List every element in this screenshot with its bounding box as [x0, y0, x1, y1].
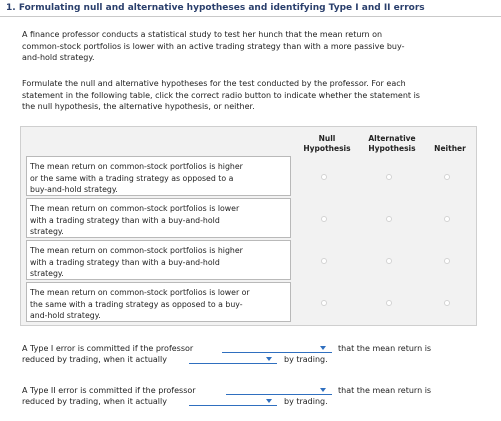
statement-text: [30, 203, 288, 238]
chevron-down-icon[interactable]: [266, 399, 272, 403]
chevron-down-icon[interactable]: [320, 346, 326, 350]
type2-after-blank1: that the mean return is: [338, 386, 432, 395]
type2-dropdown-1[interactable]: [226, 394, 332, 395]
statement-line: The mean return on common-stock portfolios is higher: [30, 246, 243, 255]
radio-row2-neither[interactable]: [444, 216, 450, 222]
intro-paragraph: [22, 29, 492, 64]
statement-line: buy-and-hold strategy.: [30, 185, 118, 194]
statement-row-4: [26, 282, 291, 322]
header-alt-line: Alternative: [368, 134, 416, 143]
statement-line: The mean return on common-stock portfolios is lower or: [30, 288, 250, 297]
radio-row3-null[interactable]: [321, 258, 327, 264]
question-title: 1. Formulating null and alternative hypotheses and identifying Type I and II errors: [6, 3, 425, 13]
type1-dropdown-2[interactable]: [189, 363, 277, 364]
statement-text: [30, 161, 288, 196]
statement-line: The mean return on common-stock portfolios is higher: [30, 162, 243, 171]
header-alt-line: Hypothesis: [368, 144, 416, 153]
radio-row2-alternative[interactable]: [386, 216, 392, 222]
instructions-line: the null hypothesis, the alternative hypothesis, or neither.: [22, 102, 255, 111]
instructions-paragraph: [22, 78, 490, 113]
header-null-line: Hypothesis: [303, 144, 351, 153]
radio-row3-alternative[interactable]: [386, 258, 392, 264]
type1-after-blank1: that the mean return is: [338, 344, 432, 353]
radio-row4-alternative[interactable]: [386, 300, 392, 306]
statement-line: strategy.: [30, 269, 64, 278]
statement-line: with a trading strategy than with a buy-and-hold: [30, 215, 220, 225]
statement-line: the same with a trading strategy as opposed to a buy-: [30, 299, 243, 309]
statement-text: [30, 287, 288, 322]
statement-row-2: [26, 198, 291, 238]
radio-row2-null[interactable]: [321, 216, 327, 222]
statement-line: The mean return on common-stock portfolios is lower: [30, 204, 240, 213]
statement-line: or the same with a trading strategy as opposed to a: [30, 173, 234, 183]
radio-row4-null[interactable]: [321, 300, 327, 306]
intro-line: A finance professor conducts a statistical study to test her hunch that the mean return on: [22, 30, 383, 39]
instructions-line: statement in the following table, click the correct radio button to indicate whether the statement is: [22, 90, 420, 100]
intro-line: common-stock portfolios is lower with an active trading strategy than with a more passive buy-: [22, 41, 405, 51]
header-null-line: Null: [318, 134, 336, 143]
title-bar: [0, 0, 501, 17]
intro-line: and-hold strategy.: [22, 53, 95, 62]
radio-row1-neither[interactable]: [444, 174, 450, 180]
type1-line2: reduced by trading, when it actually: [22, 355, 167, 364]
chevron-down-icon[interactable]: [266, 357, 272, 361]
type2-after-blank2: by trading.: [284, 397, 328, 406]
header-alternative-hypothesis: [359, 134, 425, 154]
radio-row1-null[interactable]: [321, 174, 327, 180]
statement-row-1: [26, 156, 291, 196]
header-neither: Neither: [434, 144, 466, 153]
type2-line2: reduced by trading, when it actually: [22, 397, 167, 406]
radio-row3-neither[interactable]: [444, 258, 450, 264]
radio-row1-alternative[interactable]: [386, 174, 392, 180]
type1-after-blank2: by trading.: [284, 355, 328, 364]
header-null-hypothesis: [295, 134, 359, 154]
type1-line1: A Type I error is committed if the professor: [22, 344, 194, 353]
type1-dropdown-1[interactable]: [222, 352, 332, 353]
instructions-line: Formulate the null and alternative hypotheses for the test conducted by the professor. For each: [22, 79, 406, 88]
type2-line1: A Type II error is committed if the professor: [22, 386, 196, 395]
statement-line: and-hold strategy.: [30, 311, 101, 320]
type2-dropdown-2[interactable]: [189, 405, 277, 406]
statement-text: [30, 245, 288, 280]
statement-row-3: [26, 240, 291, 280]
statement-line: with a trading strategy than with a buy-and-hold: [30, 257, 220, 267]
hypothesis-table: [20, 126, 477, 326]
chevron-down-icon[interactable]: [320, 388, 326, 392]
statement-line: strategy.: [30, 227, 64, 236]
radio-row4-neither[interactable]: [444, 300, 450, 306]
